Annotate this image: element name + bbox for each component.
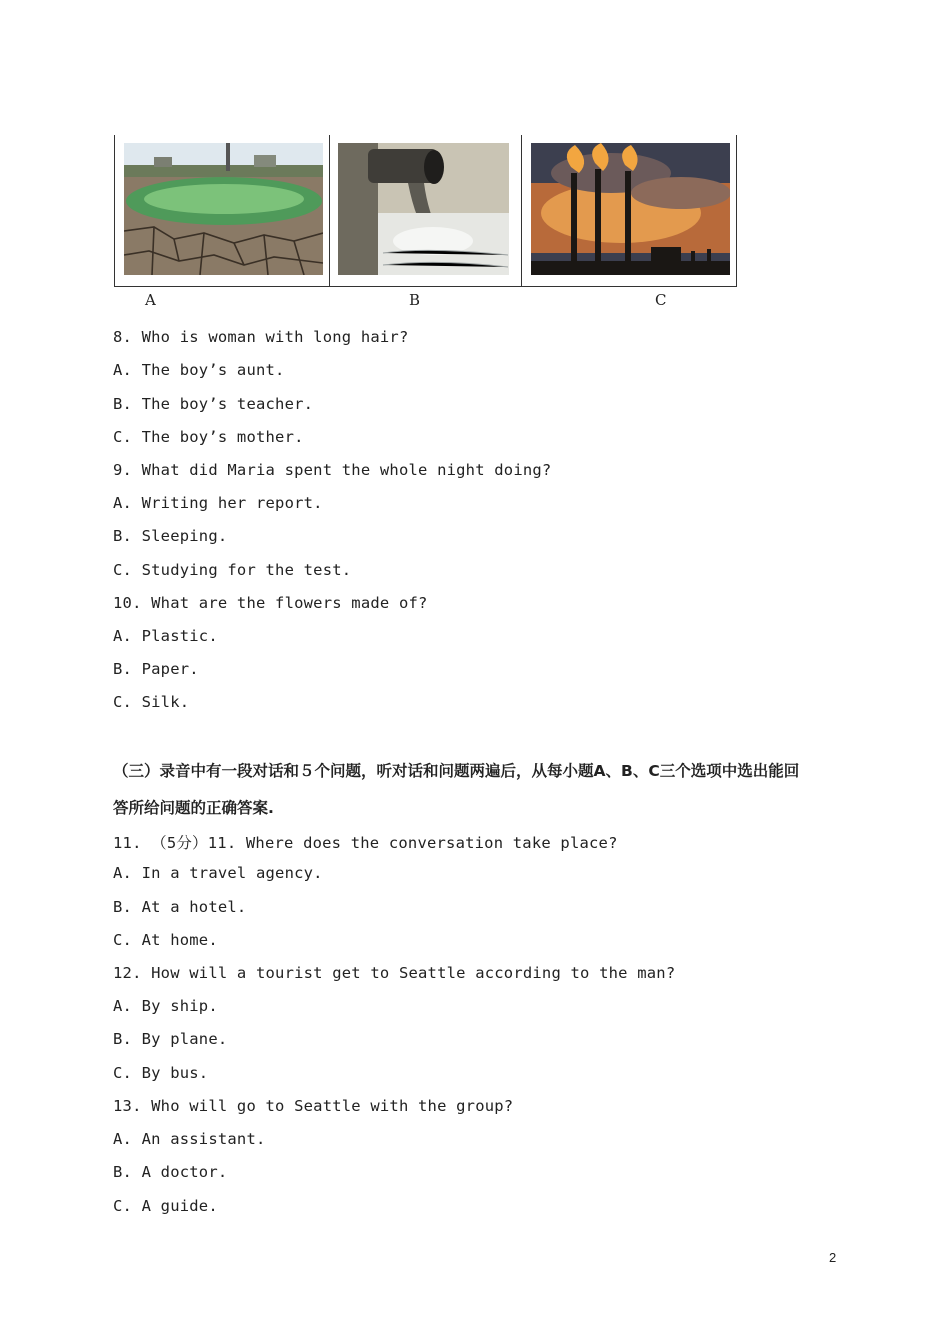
page-number: 2 (829, 1250, 837, 1265)
figure-divider-2 (521, 135, 522, 287)
q13-option-a: A. An assistant. (113, 1130, 266, 1148)
q12-option-b: B. By plane. (113, 1030, 228, 1048)
section-3-instructions-line-2: 答所给问题的正确答案. (113, 799, 274, 817)
q9-option-b: B. Sleeping. (113, 527, 228, 545)
q10-option-b: B. Paper. (113, 660, 199, 678)
q11-option-a: A. In a travel agency. (113, 864, 323, 882)
q8-option-a: A. The boy’s aunt. (113, 361, 285, 379)
image-b-waste-pipe (338, 143, 509, 275)
q13-option-b: B. A doctor. (113, 1163, 228, 1181)
chimneys-illustration (531, 143, 730, 275)
caption-b: B (409, 291, 421, 309)
question-12: 12. How will a tourist get to Seattle according to the man? (113, 964, 676, 982)
caption-c: C (655, 291, 667, 309)
question-9: 9. What did Maria spent the whole night doing? (113, 461, 552, 479)
question-11: 11. （5分）11. Where does the conversation take place? (113, 834, 618, 852)
section-3-instructions-line-1: （三）录音中有一段对话和５个问题，听对话和问题两遍后，从每小题A、B、C三个选项中选出能回 (113, 762, 800, 780)
q8-option-c: C. The boy’s mother. (113, 428, 304, 446)
figure-divider-1 (329, 135, 330, 287)
image-a-cracked-land (124, 143, 323, 275)
q8-option-b: B. The boy’s teacher. (113, 395, 314, 413)
figure-border-bottom (114, 286, 737, 287)
question-8: 8. Who is woman with long hair? (113, 328, 409, 346)
q12-option-a: A. By ship. (113, 997, 218, 1015)
cracked-land-illustration (124, 143, 323, 275)
q11-option-c: C. At home. (113, 931, 218, 949)
question-13: 13. Who will go to Seattle with the group? (113, 1097, 514, 1115)
image-c-chimneys (531, 143, 730, 275)
q9-option-a: A. Writing her report. (113, 494, 323, 512)
question-10: 10. What are the flowers made of? (113, 594, 428, 612)
caption-a: A (145, 291, 156, 309)
pollution-figure (114, 135, 737, 309)
q12-option-c: C. By bus. (113, 1064, 209, 1082)
q13-option-c: C. A guide. (113, 1197, 218, 1215)
figure-border-left (114, 135, 115, 287)
q10-option-a: A. Plastic. (113, 627, 218, 645)
waste-pipe-illustration (338, 143, 509, 275)
q10-option-c: C. Silk. (113, 693, 190, 711)
figure-border-right (736, 135, 737, 287)
q11-option-b: B. At a hotel. (113, 898, 247, 916)
q9-option-c: C. Studying for the test. (113, 561, 352, 579)
